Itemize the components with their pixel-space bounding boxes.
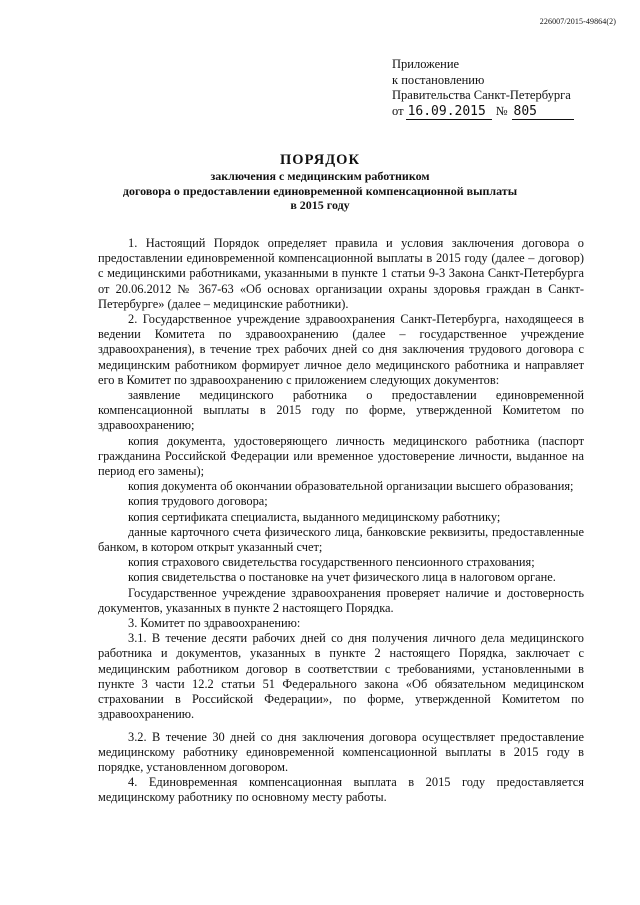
paragraph-2: 2. Государственное учреждение здравоохранения Санкт-Петербурга, находящееся в ведении Комитета по здравоохранению (далее – государственное учреждение здравоохранения), в течение трех рабочих дней со дня заключения трудового договора с медицинским работником формирует личное дело медицинского работника и направляет его в Комитет по здравоохранению с приложением следующих документов: xyxy=(98,312,584,387)
appendix-line-2: к постановлению xyxy=(392,72,485,87)
title-heading: ПОРЯДОК xyxy=(280,152,360,168)
appendix-line-3: Правительства Санкт-Петербурга xyxy=(392,88,571,102)
list-item-application: заявление медицинского работника о предоставлении единовременной компенсационной выплаты в 2015 году по форме, утвержденной Комитетом по здравоохранению; xyxy=(98,388,584,433)
list-item-education-document: копия документа об окончании образовательной организации высшего образования; xyxy=(128,479,574,494)
appendix-date-number-line xyxy=(392,104,574,121)
list-item-specialist-certificate: копия сертификата специалиста, выданного медицинскому работнику; xyxy=(128,509,501,524)
decree-number: 805 xyxy=(512,104,574,121)
decree-date: 16.09.2015 xyxy=(406,104,492,121)
title-line-3: в 2015 году xyxy=(290,198,350,212)
document-title xyxy=(60,151,580,213)
appendix-line-1: Приложение xyxy=(392,57,460,71)
paragraph-1: 1. Настоящий Порядок определяет правила и условия заключения договора о предоставлении единовременной компенсационной выплаты в 2015 году (далее – договор) с медицинскими работниками, указанными в пункте 1 статьи 9-3 Закона Санкт-Петербурга от 20.06.2012 № 367-63 «Об основах организации охраны здоровья граждан в Санкт-Петербурге» (далее – медицинские работники). xyxy=(98,236,584,311)
document-body xyxy=(98,236,584,806)
paragraph-3-1: 3.1. В течение десяти рабочих дней со дня получения личного дела медицинского работника и документов, указанных в пункте 2 настоящего Порядка, заключает с медицинским работником договор в соответствии с требованиями, установленными в пункте 3 части 12.2 статьи 51 Федерального закона «Об обязательном медицинском страховании в Российской Федерации», по форме, утвержденной Комитетом по здравоохранению. xyxy=(98,631,584,722)
list-item-pension-certificate: копия страхового свидетельства государственного пенсионного страхования; xyxy=(128,555,535,570)
list-item-identity-document: копия документа, удостоверяющего личность медицинского работника (паспорт гражданина Российской Федерации или временное удостоверение личности, выданное на период его замены); xyxy=(98,433,584,479)
list-item-tax-certificate: копия свидетельства о постановке на учет физического лица в налоговом органе. xyxy=(128,570,556,585)
number-label: № xyxy=(495,103,508,118)
list-item-employment-contract: копия трудового договора; xyxy=(128,494,268,509)
paragraph-verification: Государственное учреждение здравоохранения проверяет наличие и достоверность документов, указанных в пункте 2 настоящего Порядка. xyxy=(98,585,584,615)
paragraph-3: 3. Комитет по здравоохранению: xyxy=(128,616,301,631)
paragraph-4: 4. Единовременная компенсационная выплата в 2015 году предоставляется медицинскому работнику по основному месту работы. xyxy=(98,775,584,805)
paragraph-3-2: 3.2. В течение 30 дней со дня заключения договора осуществляет предоставление медицинскому работнику единовременной компенсационной выплаты в 2015 году в порядке, установленном договором. xyxy=(98,729,584,774)
list-item-bank-details: данные карточного счета физического лица, банковские реквизиты, предоставленные банком, в котором открыт указанный счет; xyxy=(98,524,584,555)
document-number: 226007/2015-49864(2) xyxy=(539,17,616,26)
from-label: от xyxy=(392,103,404,118)
title-line-1: заключения с медицинским работником xyxy=(210,169,430,183)
title-line-2: договора о предоставлении единовременной компенсационной выплаты xyxy=(122,183,518,198)
appendix-block xyxy=(392,57,574,120)
